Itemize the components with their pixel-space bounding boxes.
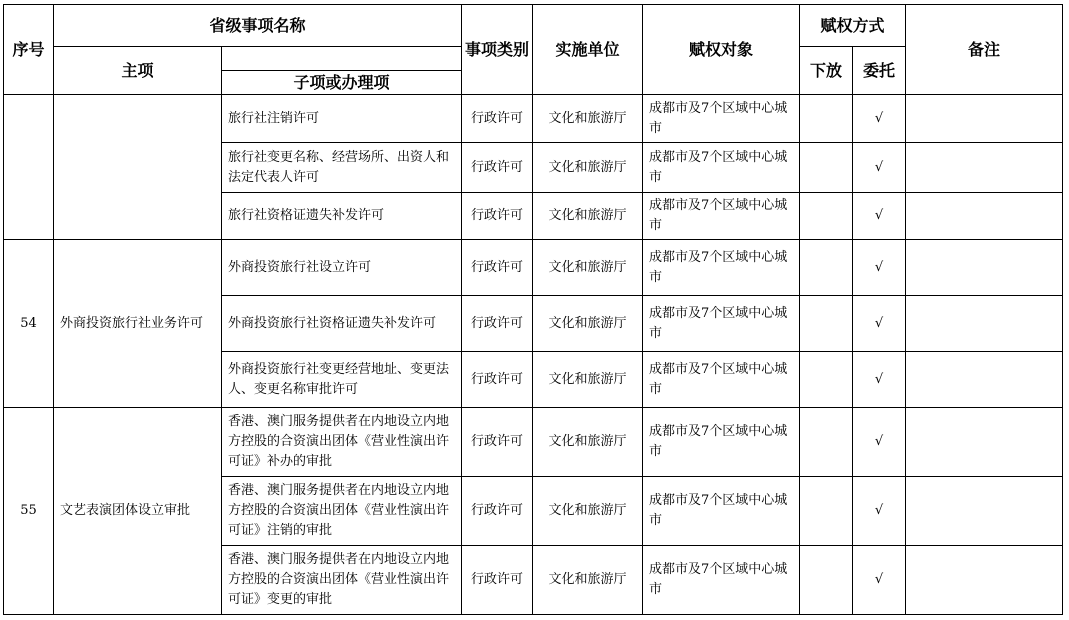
table-row: [4, 240, 1063, 296]
row-mode-entrust: √: [853, 240, 906, 296]
row-unit: 文化和旅游厅: [533, 193, 643, 240]
header-unit: 实施单位: [533, 5, 643, 95]
row-mode-down: [800, 477, 853, 546]
row-category: 行政许可: [462, 240, 533, 296]
row-mode-entrust: √: [853, 408, 906, 477]
row-sub-item: 外商投资旅行社设立许可: [222, 240, 462, 296]
header-target: 赋权对象: [643, 5, 800, 95]
row-unit: 文化和旅游厅: [533, 143, 643, 193]
row-category: 行政许可: [462, 408, 533, 477]
row-sub-item: 香港、澳门服务提供者在内地设立内地方控股的合资演出团体《营业性演出许可证》注销的审批: [222, 477, 462, 546]
row-sub-item: 外商投资旅行社变更经营地址、变更法人、变更名称审批许可: [222, 352, 462, 408]
row-remark: [906, 477, 1063, 546]
header-name-group: 省级事项名称: [54, 5, 462, 47]
row-remark: [906, 143, 1063, 193]
row-sub-item: 旅行社注销许可: [222, 95, 462, 143]
row-remark: [906, 352, 1063, 408]
row-remark: [906, 408, 1063, 477]
row-seq: 55: [4, 408, 54, 615]
row-mode-entrust: √: [853, 95, 906, 143]
row-mode-down: [800, 95, 853, 143]
row-target: 成都市及7个区域中心城市: [643, 143, 800, 193]
header-category: 事项类别: [462, 5, 533, 95]
row-category: 行政许可: [462, 477, 533, 546]
row-target: 成都市及7个区域中心城市: [643, 408, 800, 477]
header-seq: 序号: [4, 5, 54, 95]
row-sub-item: 旅行社资格证遗失补发许可: [222, 193, 462, 240]
row-target: 成都市及7个区域中心城市: [643, 240, 800, 296]
row-unit: 文化和旅游厅: [533, 95, 643, 143]
row-mode-down: [800, 408, 853, 477]
row-sub-item: 外商投资旅行社资格证遗失补发许可: [222, 296, 462, 352]
row-unit: 文化和旅游厅: [533, 546, 643, 615]
table-row: [4, 408, 1063, 477]
row-mode-entrust: √: [853, 546, 906, 615]
row-main-item: [54, 95, 222, 240]
row-target: 成都市及7个区域中心城市: [643, 546, 800, 615]
row-seq: [4, 95, 54, 240]
row-target: 成都市及7个区域中心城市: [643, 296, 800, 352]
row-target: 成都市及7个区域中心城市: [643, 352, 800, 408]
header-mode-entrust: 委托: [853, 47, 906, 95]
row-main-item: 文艺表演团体设立审批: [54, 408, 222, 615]
row-category: 行政许可: [462, 193, 533, 240]
row-remark: [906, 296, 1063, 352]
row-category: 行政许可: [462, 143, 533, 193]
row-mode-down: [800, 546, 853, 615]
row-mode-entrust: √: [853, 193, 906, 240]
row-sub-item: 香港、澳门服务提供者在内地设立内地方控股的合资演出团体《营业性演出许可证》变更的审批: [222, 546, 462, 615]
row-mode-down: [800, 193, 853, 240]
row-remark: [906, 240, 1063, 296]
row-sub-item: 旅行社变更名称、经营场所、出资人和法定代表人许可: [222, 143, 462, 193]
row-target: 成都市及7个区域中心城市: [643, 477, 800, 546]
header-mode-group: 赋权方式: [800, 5, 906, 47]
row-mode-down: [800, 143, 853, 193]
header-main-item: 主项: [54, 47, 222, 95]
row-category: 行政许可: [462, 546, 533, 615]
row-unit: 文化和旅游厅: [533, 296, 643, 352]
row-mode-entrust: √: [853, 296, 906, 352]
row-target: 成都市及7个区域中心城市: [643, 193, 800, 240]
row-category: 行政许可: [462, 95, 533, 143]
header-mode-down: 下放: [800, 47, 853, 95]
row-mode-entrust: √: [853, 143, 906, 193]
row-remark: [906, 546, 1063, 615]
row-mode-down: [800, 296, 853, 352]
row-category: 行政许可: [462, 352, 533, 408]
row-remark: [906, 193, 1063, 240]
row-unit: 文化和旅游厅: [533, 408, 643, 477]
header-sub-item: 子项或办理项: [222, 71, 462, 95]
row-sub-item: 香港、澳门服务提供者在内地设立内地方控股的合资演出团体《营业性演出许可证》补办的审批: [222, 408, 462, 477]
row-main-item: 外商投资旅行社业务许可: [54, 240, 222, 408]
row-category: 行政许可: [462, 296, 533, 352]
row-seq: 54: [4, 240, 54, 408]
row-target: 成都市及7个区域中心城市: [643, 95, 800, 143]
row-mode-entrust: √: [853, 477, 906, 546]
row-remark: [906, 95, 1063, 143]
row-mode-down: [800, 240, 853, 296]
row-mode-entrust: √: [853, 352, 906, 408]
row-unit: 文化和旅游厅: [533, 477, 643, 546]
row-unit: 文化和旅游厅: [533, 352, 643, 408]
header-remark: 备注: [906, 5, 1063, 95]
row-unit: 文化和旅游厅: [533, 240, 643, 296]
table-row: [4, 95, 1063, 143]
row-mode-down: [800, 352, 853, 408]
authority-table: [3, 4, 1063, 615]
